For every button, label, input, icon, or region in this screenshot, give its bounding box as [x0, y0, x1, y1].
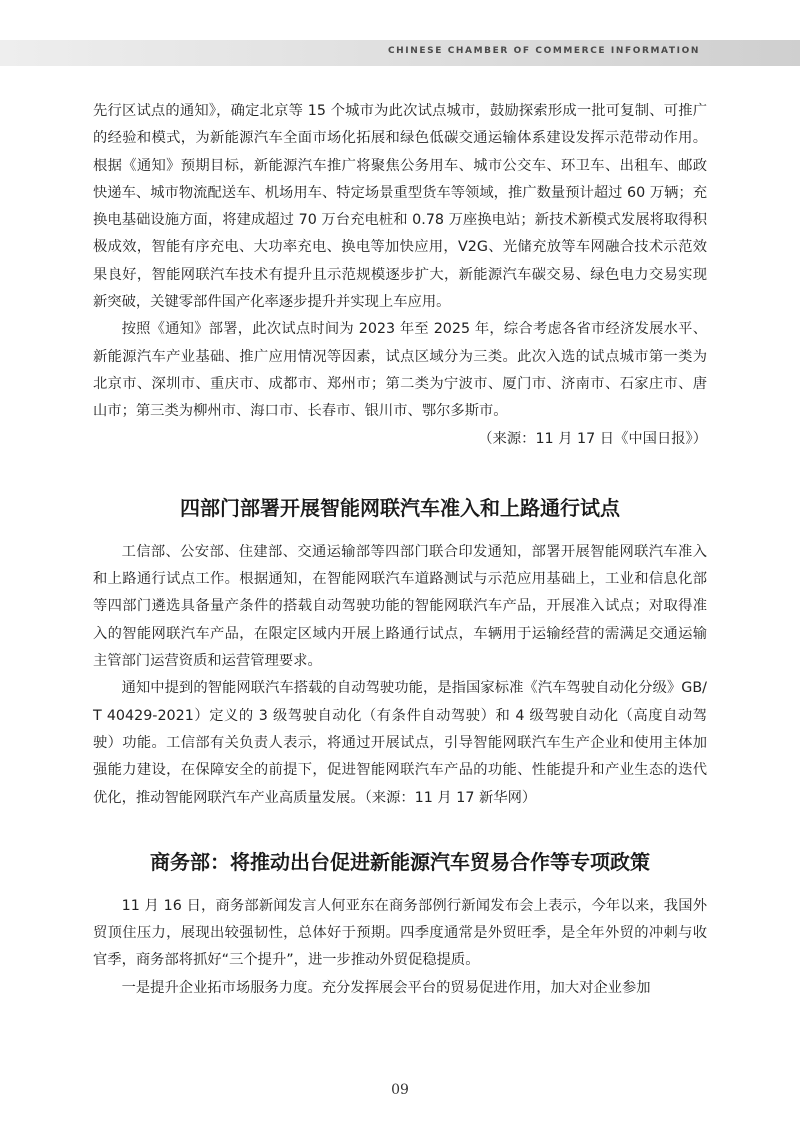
article2-paragraph-1: 工信部、公安部、住建部、交通运输部等四部门联合印发通知，部署开展智能网联汽车准入和上路通行试点工作。根据通知，在智能网联汽车道路测试与示范应用基础上，工业和信息化部等四部门遴选具备量产条件的搭载自动驾驶功能的智能网联汽车产品，开展准入试点；对取得准入的智能网联汽车产品，在限定区域内开展上路通行试点，车辆用于运输经营的需满足交通运输主管部门运营资质和运营管理要求。	[93, 543, 707, 670]
page-number: 09	[391, 1082, 409, 1098]
page-content	[93, 98, 707, 1002]
article2-title: 四部门部署开展智能网联汽车准入和上路通行试点	[180, 495, 620, 520]
article1-source: （来源：11 月 17 日《中国日报》）	[478, 430, 707, 447]
article3-paragraph-1: 11 月 16 日，商务部新闻发言人何亚东在商务部例行新闻发布会上表示，今年以来，我国外贸顶住压力，展现出较强韧性，总体好于预期。四季度通常是外贸旺季，是全年外贸的冲刺与收官季，商务部将抓好“三个提升”，进一步推动外贸促稳提质。	[93, 897, 707, 969]
article1-paragraph-1: 先行区试点的通知》，确定北京等 15 个城市为此次试点城市，鼓励探索形成一批可复制、可推广的经验和模式，为新能源汽车全面市场化拓展和绿色低碳交通运输体系建设发挥示范带动作用。根据《通知》预期目标，新能源汽车推广将聚焦公务用车、城市公交车、环卫车、出租车、邮政快递车、城市物流配送车、机场用车、特定场景重型货车等领域，推广数量预计超过 60 万辆；充换电基础设施方面，将建成超过 70 万台充电桩和 0.78 万座换电站；新技术新模式发展将取得积极成效，智能有序充电、大功率充电、换电等加快应用，V2G、光储充放等车网融合技术示范效果良好，智能网联汽车技术有提升且示范规模逐步扩大，新能源汽车碳交易、绿色电力交易实现新突破，关键零部件国产化率逐步提升并实现上车应用。	[93, 103, 707, 311]
article3-title: 商务部：将推动出台促进新能源汽车贸易合作等专项政策	[150, 849, 650, 874]
article1-paragraph-2: 按照《通知》部署，此次试点时间为 2023 年至 2025 年，综合考虑各省市经济发展水平、新能源汽车产业基础、推广应用情况等因素，试点区域分为三类。此次入选的试点城市第一类为北京市、深圳市、重庆市、成都市、郑州市；第二类为宁波市、厦门市、济南市、石家庄市、唐山市；第三类为柳州市、海口市、长春市、银川市、鄂尔多斯市。	[93, 321, 707, 420]
publication-name: CHINESE CHAMBER OF COMMERCE INFORMATION	[387, 46, 700, 56]
article3-paragraph-2: 一是提升企业拓市场服务力度。充分发挥展会平台的贸易促进作用，加大对企业参加	[121, 979, 651, 996]
article2-paragraph-2: 通知中提到的智能网联汽车搭载的自动驾驶功能，是指国家标准《汽车驾驶自动化分级》GB/T 40429-2021）定义的 3 级驾驶自动化（有条件自动驾驶）和 4 级驾驶自动化（高度自动驾驶）功能。工信部有关负责人表示，将通过开展试点，引导智能网联汽车生产企业和使用主体加强能力建设，在保障安全的前提下，促进智能网联汽车产品的功能、性能提升和产业生态的迭代优化，推动智能网联汽车产业高质量发展。（来源：11 月 17 新华网）	[93, 680, 707, 806]
header-band	[0, 40, 800, 66]
